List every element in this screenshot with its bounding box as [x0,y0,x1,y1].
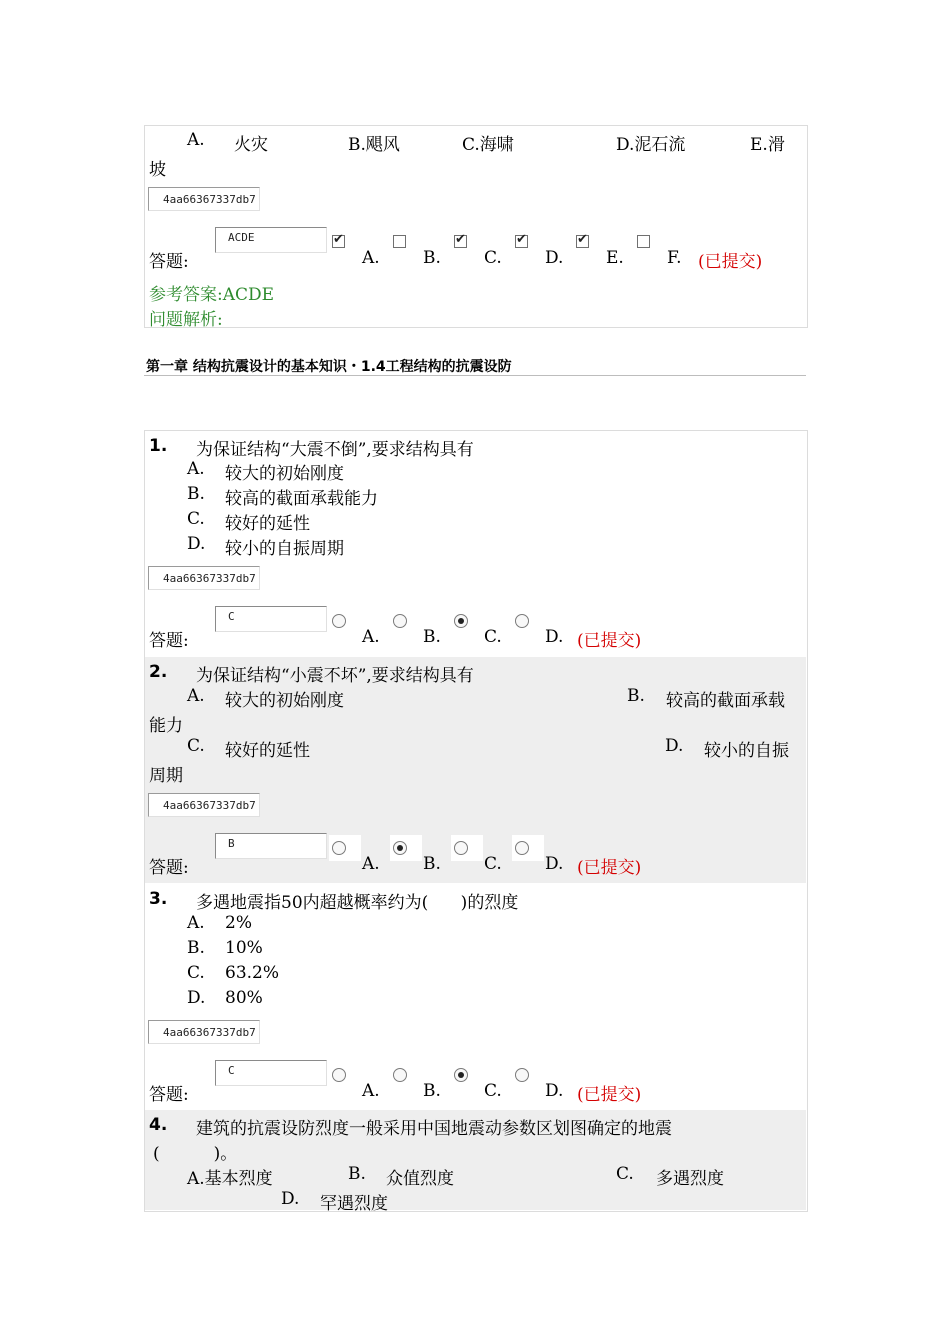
q0-checkbox-e-label: E. [606,248,624,268]
q2-option-a-letter: A. [187,686,205,706]
q1-option-a-text: 较大的初始刚度 [225,464,344,484]
q3-answer-field[interactable]: C [215,1060,327,1086]
q1-option-b-letter: B. [187,484,205,504]
q4-option-c-text: 多遇烈度 [656,1169,724,1189]
q3-radio-b-label: B. [423,1081,441,1101]
q3-radio-d-label: D. [545,1081,564,1101]
q2-text: 为保证结构“小震不坏”,要求结构具有 [196,666,474,686]
q2-radio-c[interactable] [454,841,468,855]
q3-option-a-letter: A. [187,913,205,933]
q1-answer-field[interactable]: C [215,606,327,632]
q2-answer-label: 答题: [149,858,189,878]
q4-text-wrap: ( )。 [153,1144,238,1164]
q0-status: (已提交) [698,252,763,272]
q2-radio-b[interactable] [393,841,407,855]
q2-option-b-text: 较高的截面承载 [666,691,785,711]
q0-checkbox-c-label: C. [484,248,502,268]
q1-text: 为保证结构“大震不倒”,要求结构具有 [196,440,474,460]
q0-checkbox-a-label: A. [362,248,380,268]
chapter-title: 第一章 结构抗震设计的基本知识・1.4工程结构的抗震设防 [146,359,512,375]
q3-text: 多遇地震指50内超越概率约为( )的烈度 [196,893,519,913]
q2-option-a-text: 较大的初始刚度 [225,691,344,711]
q0-checkbox-f[interactable] [637,235,650,248]
q0-checkbox-b-label: B. [423,248,441,268]
q3-option-c-text: 63.2% [225,963,280,983]
q3-radio-a-label: A. [362,1081,380,1101]
q2-option-b-wrap: 能力 [149,716,183,736]
q3-status: (已提交) [577,1085,642,1105]
q1-option-c-text: 较好的延性 [225,514,310,534]
q0-reference-answer: 参考答案:ACDE [149,285,275,305]
q3-radio-c-label: C. [484,1081,502,1101]
q3-radio-b[interactable] [393,1068,407,1082]
q0-option-c: C.海啸 [462,135,514,155]
q2-radio-b-label: B. [423,854,441,874]
q1-radio-a-label: A. [362,627,380,647]
q0-checkbox-a[interactable] [332,235,345,248]
q2-option-d-text: 较小的自振 [704,741,789,761]
q4-option-b-letter: B. [348,1164,366,1184]
q1-option-a-letter: A. [187,459,205,479]
q3-option-d-letter: D. [187,988,206,1008]
q0-checkbox-b[interactable] [393,235,406,248]
q3-option-d-text: 80% [225,988,263,1008]
q1-option-c-letter: C. [187,509,205,529]
q0-checkbox-e[interactable] [576,235,589,248]
q1-status: (已提交) [577,631,642,651]
q1-radio-c[interactable] [454,614,468,628]
q1-answer-label: 答题: [149,631,189,651]
q0-option-e: E.滑 [750,135,785,155]
q2-option-b-letter: B. [627,686,645,706]
q0-id-field[interactable]: 4aa66367337db7 [148,187,260,211]
q4-option-a: A.基本烈度 [187,1169,273,1189]
q2-option-d-letter: D. [665,736,684,756]
q4-option-b-text: 众值烈度 [386,1169,454,1189]
q2-radio-a-label: A. [362,854,380,874]
q0-checkbox-c[interactable] [454,235,467,248]
q2-option-c-letter: C. [187,736,205,756]
q4-option-d-text: 罕遇烈度 [320,1194,388,1214]
q3-option-b-letter: B. [187,938,205,958]
q2-radio-c-label: C. [484,854,502,874]
q0-answer-field[interactable]: ACDE [215,227,327,253]
chapter-divider [144,375,806,376]
q0-checkbox-d-label: D. [545,248,564,268]
q0-analysis: 问题解析: [149,310,223,330]
q0-checkbox-d[interactable] [515,235,528,248]
q1-radio-b-label: B. [423,627,441,647]
q1-radio-d[interactable] [515,614,529,628]
q4-text: 建筑的抗震设防烈度一般采用中国地震动参数区划图确定的地震 [196,1119,672,1139]
q3-option-b-text: 10% [225,938,263,958]
q3-id-field[interactable]: 4aa66367337db7 [148,1020,260,1044]
q2-radio-d[interactable] [515,841,529,855]
q3-radio-d[interactable] [515,1068,529,1082]
q0-option-d: D.泥石流 [616,135,686,155]
q2-option-c-text: 较好的延性 [225,741,310,761]
q2-option-d-wrap: 周期 [149,766,183,786]
q3-radio-c[interactable] [454,1068,468,1082]
q2-number: 2. [149,662,168,682]
q0-answer-label: 答题: [149,252,189,272]
q1-number: 1. [149,436,168,456]
q2-status: (已提交) [577,858,642,878]
q3-option-a-text: 2% [225,913,252,933]
q3-number: 3. [149,889,168,909]
q4-option-d-letter: D. [281,1189,300,1209]
q1-radio-d-label: D. [545,627,564,647]
q0-option-e-wrap: 坡 [149,160,166,180]
q3-option-c-letter: C. [187,963,205,983]
q1-option-d-letter: D. [187,534,206,554]
q2-radio-d-label: D. [545,854,564,874]
q1-option-d-text: 较小的自振周期 [225,539,344,559]
q1-option-b-text: 较高的截面承载能力 [225,489,378,509]
q2-id-field[interactable]: 4aa66367337db7 [148,793,260,817]
q2-radio-a[interactable] [332,841,346,855]
q0-option-b: B.飓风 [348,135,400,155]
q0-checkbox-f-label: F. [667,248,682,268]
q3-answer-label: 答题: [149,1085,189,1105]
q0-option-a-text: 火灾 [234,135,268,155]
q1-radio-c-label: C. [484,627,502,647]
q2-answer-field[interactable]: B [215,833,327,859]
q3-radio-a[interactable] [332,1068,346,1082]
q4-number: 4. [149,1115,168,1135]
q0-option-a-letter: A. [187,130,205,150]
q4-option-c-letter: C. [616,1164,634,1184]
q1-id-field[interactable]: 4aa66367337db7 [148,566,260,590]
q1-radio-a[interactable] [332,614,346,628]
q1-radio-b[interactable] [393,614,407,628]
